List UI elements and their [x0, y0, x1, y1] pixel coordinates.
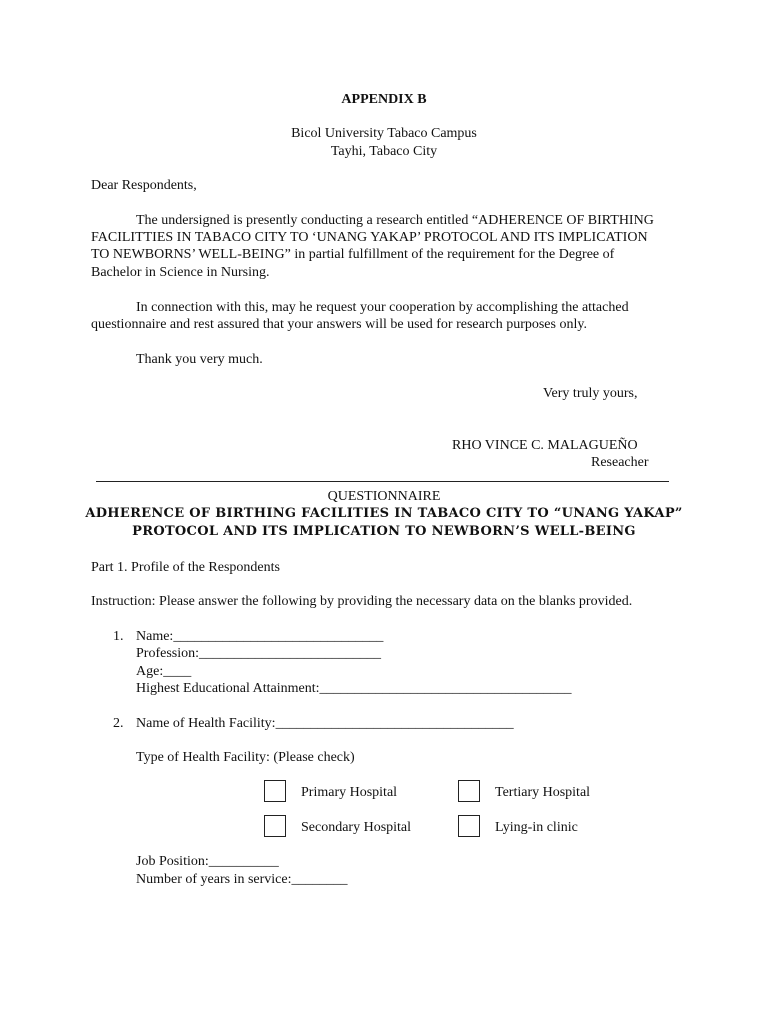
- facility-type-prompt: Type of Health Facility: (Please check): [136, 750, 355, 765]
- signatory-name: RHO VINCE C. MALAGUEÑO: [452, 438, 638, 453]
- tertiary-hospital-checkbox[interactable]: [458, 780, 480, 802]
- lying-in-clinic-checkbox[interactable]: [458, 815, 480, 837]
- name-field[interactable]: Name:______________________________: [136, 629, 384, 644]
- item-2-number: 2.: [113, 716, 124, 731]
- signatory-role: Reseacher: [591, 455, 649, 470]
- age-field[interactable]: Age:____: [136, 664, 192, 679]
- secondary-hospital-label: Secondary Hospital: [301, 820, 412, 835]
- paragraph-1-line-2: FACILITTIES IN TABACO CITY TO ‘UNANG YAKAP’ PROTOCOL AND ITS IMPLICATION: [91, 230, 648, 245]
- secondary-hospital-checkbox[interactable]: [264, 815, 286, 837]
- paragraph-2-line-2: questionnaire and rest assured that your answers will be used for research purposes only.: [91, 317, 587, 332]
- closing: Very truly yours,: [543, 386, 638, 401]
- job-position-field[interactable]: Job Position:__________: [136, 854, 279, 869]
- paragraph-2-line-1: In connection with this, may he request your cooperation by accomplishing the attached: [136, 300, 629, 315]
- questionnaire-title-line-2: PROTOCOL AND ITS IMPLICATION TO NEWBORN’S WELL-BEING: [132, 524, 636, 539]
- years-in-service-field[interactable]: Number of years in service:________: [136, 872, 348, 887]
- tertiary-hospital-label: Tertiary Hospital: [495, 785, 591, 800]
- paragraph-1-line-4: Bachelor in Science in Nursing.: [91, 265, 270, 280]
- health-facility-field[interactable]: Name of Health Facility:__________________________________: [136, 716, 514, 731]
- instruction-text: Instruction: Please answer the following by providing the necessary data on the blanks provided.: [91, 594, 633, 609]
- questionnaire-heading: QUESTIONNAIRE: [327, 489, 441, 504]
- item-1-number: 1.: [113, 629, 124, 644]
- lying-in-clinic-label: Lying-in clinic: [495, 820, 578, 835]
- thanks-line: Thank you very much.: [136, 352, 263, 367]
- primary-hospital-label: Primary Hospital: [301, 785, 398, 800]
- salutation: Dear Respondents,: [91, 178, 197, 193]
- institution-name: Bicol University Tabaco Campus: [291, 126, 477, 141]
- paragraph-1-line-1: The undersigned is presently conducting a research entitled “ADHERENCE OF BIRTHING: [136, 213, 654, 228]
- part-1-heading: Part 1. Profile of the Respondents: [91, 560, 280, 575]
- divider-line: [96, 481, 669, 482]
- education-field[interactable]: Highest Educational Attainment:____________________________________: [136, 681, 572, 696]
- paragraph-1-line-3: TO NEWBORNS’ WELL-BEING” in partial fulfillment of the requirement for the Degree of: [91, 247, 615, 262]
- appendix-title: APPENDIX B: [341, 92, 427, 107]
- questionnaire-title-line-1: ADHERENCE OF BIRTHING FACILITIES IN TABACO CITY TO “UNANG YAKAP”: [85, 506, 683, 521]
- institution-address: Tayhi, Tabaco City: [330, 144, 438, 159]
- profession-field[interactable]: Profession:__________________________: [136, 646, 381, 661]
- primary-hospital-checkbox[interactable]: [264, 780, 286, 802]
